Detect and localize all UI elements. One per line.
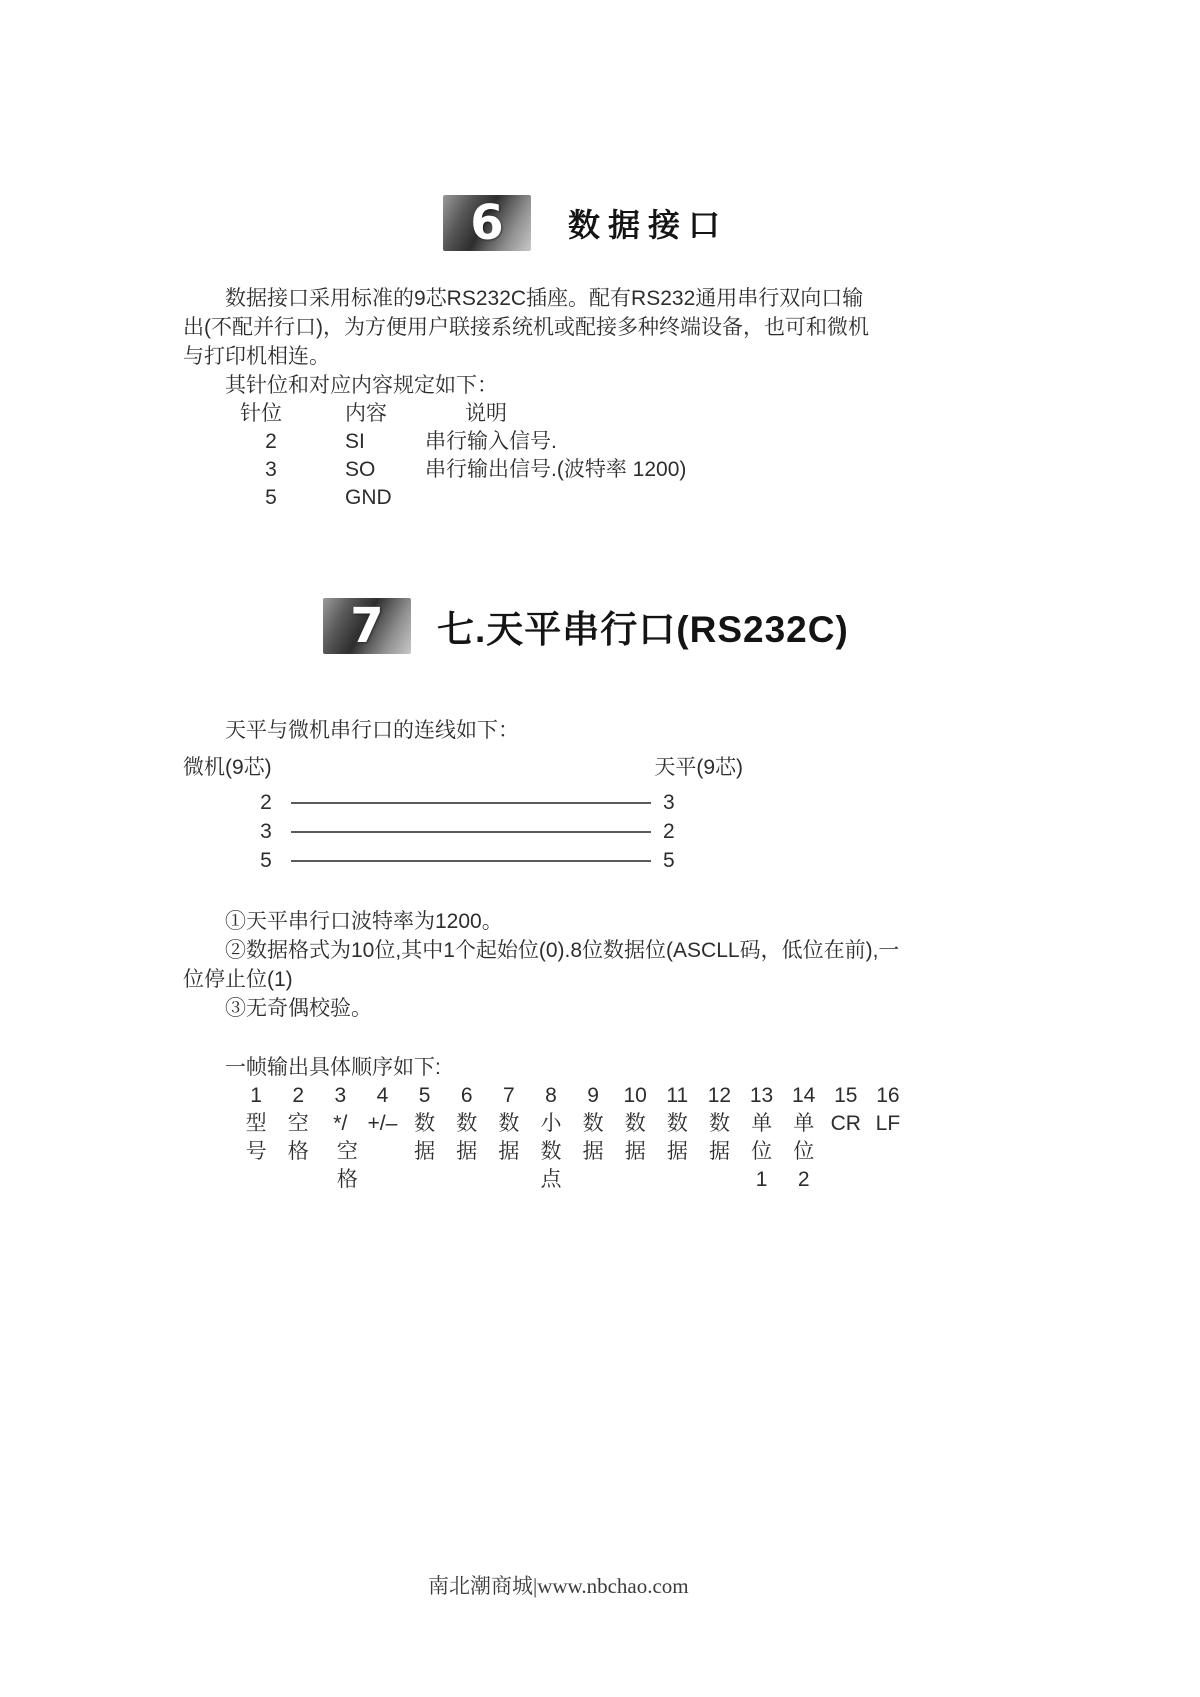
section-6-number: 6: [470, 195, 504, 251]
frame-position-number: 15: [834, 1084, 858, 1107]
frame-char: 位: [793, 1140, 815, 1163]
frame-column: [741, 1082, 783, 1194]
frame-column: [404, 1082, 446, 1194]
frame-char: 单: [793, 1112, 815, 1135]
frame-char: 数: [540, 1140, 562, 1163]
pin-table-intro: 其针位和对应内容规定如下：: [225, 374, 498, 397]
frame-column: [446, 1082, 488, 1194]
pin-table-header-row: [183, 400, 883, 428]
wire-to-pin: 5: [663, 849, 675, 872]
frame-column: [572, 1082, 614, 1194]
wiring-diagram: [183, 788, 743, 875]
frame-char: 据: [498, 1140, 520, 1163]
frame-char: 据: [666, 1140, 688, 1163]
frame-position-number: 13: [749, 1084, 774, 1107]
pin-table-row: [183, 456, 883, 484]
frame-char: 点: [540, 1168, 562, 1191]
frame-column: [614, 1082, 656, 1194]
frame-char: 空: [336, 1140, 358, 1163]
wire-to-pin: 3: [663, 791, 675, 814]
frame-char: 单: [751, 1112, 773, 1135]
frame-column: [319, 1082, 361, 1194]
frame-char: 数: [666, 1112, 688, 1135]
frame-char: 型: [245, 1112, 267, 1135]
frame-char: CR: [830, 1112, 861, 1135]
section-7-header: [323, 598, 849, 654]
wire-from-pin: 3: [260, 820, 272, 843]
pin-cell-pin: 2: [265, 430, 277, 453]
frame-char: +/–: [367, 1112, 398, 1135]
pin-table-header-content: 内容: [345, 402, 387, 425]
wire-from-pin: 5: [260, 849, 272, 872]
frame-position-number: 11: [666, 1084, 689, 1107]
pin-table-row: [183, 428, 883, 456]
frame-position-number: 3: [334, 1084, 347, 1107]
pin-cell-pin: 5: [265, 486, 277, 509]
section-7-number: 7: [350, 598, 384, 654]
frame-char: 数: [708, 1112, 730, 1135]
frame-column: [235, 1082, 277, 1194]
frame-char: 格: [336, 1168, 358, 1191]
frame-position-number: 12: [707, 1084, 732, 1107]
frame-position-number: 7: [502, 1084, 515, 1107]
frame-position-number: 14: [792, 1084, 816, 1107]
frame-column: [783, 1082, 825, 1194]
right-port-label: 天平(9芯): [654, 756, 743, 779]
pin-cell-content: SO: [345, 458, 376, 481]
pin-cell-pin: 3: [265, 458, 277, 481]
frame-char: 据: [624, 1140, 646, 1163]
frame-position-number: 2: [292, 1084, 305, 1107]
frame-char: 数: [414, 1112, 436, 1135]
frame-column: [488, 1082, 530, 1194]
frame-position-number: 10: [623, 1084, 647, 1107]
left-port-label: 微机(9芯): [183, 756, 272, 779]
frame-char: 号: [245, 1140, 267, 1163]
pin-table-rows: [183, 428, 883, 512]
frame-char: 空: [287, 1112, 309, 1135]
frame-column: [277, 1082, 319, 1194]
wire-line: [291, 802, 651, 804]
wire-from-pin: 2: [260, 791, 272, 814]
pin-cell-content: SI: [345, 430, 365, 453]
wire-connection: [183, 817, 743, 846]
pin-table-row: [183, 484, 883, 512]
note-item: ①天平串行口波特率为1200。: [225, 910, 503, 933]
pin-cell-content: GND: [345, 486, 392, 509]
section-7-body: [183, 716, 909, 1194]
section-6-title: 数据接口: [568, 207, 729, 243]
pin-cell-description: 串行输出信号.(波特率 1200): [425, 458, 687, 481]
frame-position-number: 8: [545, 1084, 557, 1107]
frame-column: [361, 1082, 403, 1194]
note-item: ②数据格式为10位,其中1个起始位(0).8位数据位(ASCLL码，低位在前),一位停止位(1): [183, 939, 900, 991]
section-7-title: 七.天平串行口(RS232C): [437, 609, 849, 650]
frame-position-number: 16: [876, 1084, 900, 1107]
section-6-header: [443, 195, 728, 251]
frame-char: 数: [456, 1112, 478, 1135]
frame-sequence-intro: 一帧输出具体顺序如下:: [225, 1056, 441, 1079]
section-6-body: [183, 284, 883, 512]
pin-table: [183, 400, 883, 512]
frame-column: [656, 1082, 698, 1194]
frame-column: [530, 1082, 572, 1194]
section-6-badge: [443, 195, 531, 251]
frame-char: 数: [624, 1112, 646, 1135]
wire-connection: [183, 846, 743, 875]
wire-line: [291, 831, 651, 833]
frame-position-number: 4: [376, 1084, 389, 1107]
wiring-port-labels: [183, 753, 743, 782]
wire-line: [291, 860, 651, 862]
section-7-badge: [323, 598, 411, 654]
frame-char: 据: [582, 1140, 604, 1163]
frame-char: 数: [582, 1112, 604, 1135]
note-item: ③无奇偶校验。: [225, 997, 372, 1020]
frame-position-number: 9: [587, 1084, 599, 1107]
pin-cell-description: [425, 484, 883, 512]
frame-position-number: 1: [250, 1084, 262, 1107]
frame-char: 小: [540, 1112, 562, 1135]
frame-position-number: 5: [418, 1084, 431, 1107]
notes-list: [183, 907, 909, 1023]
frame-column: [825, 1082, 867, 1194]
interface-description: 数据接口采用标准的9芯RS232C插座。配有RS232通用串行双向口输出(不配并行口)，为方便用户联接系统机或配接多种终端设备，也可和微机与打印机相连。: [183, 287, 869, 368]
wire-connection: [183, 788, 743, 817]
frame-position-number: 6: [460, 1084, 473, 1107]
frame-sequence-table: [235, 1082, 909, 1194]
wire-to-pin: 2: [663, 820, 675, 843]
frame-char: 格: [287, 1140, 309, 1163]
frame-column: [698, 1082, 740, 1194]
frame-char: 据: [456, 1140, 478, 1163]
frame-char: 2: [797, 1168, 810, 1191]
frame-char: 据: [708, 1140, 730, 1163]
frame-char: */: [333, 1112, 348, 1135]
frame-char: 位: [751, 1140, 773, 1163]
wiring-intro: 天平与微机串行口的连线如下：: [225, 719, 519, 742]
frame-column: [867, 1082, 909, 1194]
pin-table-header-description: 说明: [465, 402, 507, 425]
frame-char: LF: [875, 1112, 901, 1135]
frame-char: 数: [498, 1112, 520, 1135]
frame-char: 据: [414, 1140, 436, 1163]
pin-cell-description: 串行输入信号.: [425, 430, 557, 453]
footer-watermark: 南北潮商城|www.nbchao.com: [428, 1574, 689, 1598]
pin-table-header-pin: 针位: [240, 402, 282, 425]
frame-char: 1: [755, 1168, 768, 1191]
